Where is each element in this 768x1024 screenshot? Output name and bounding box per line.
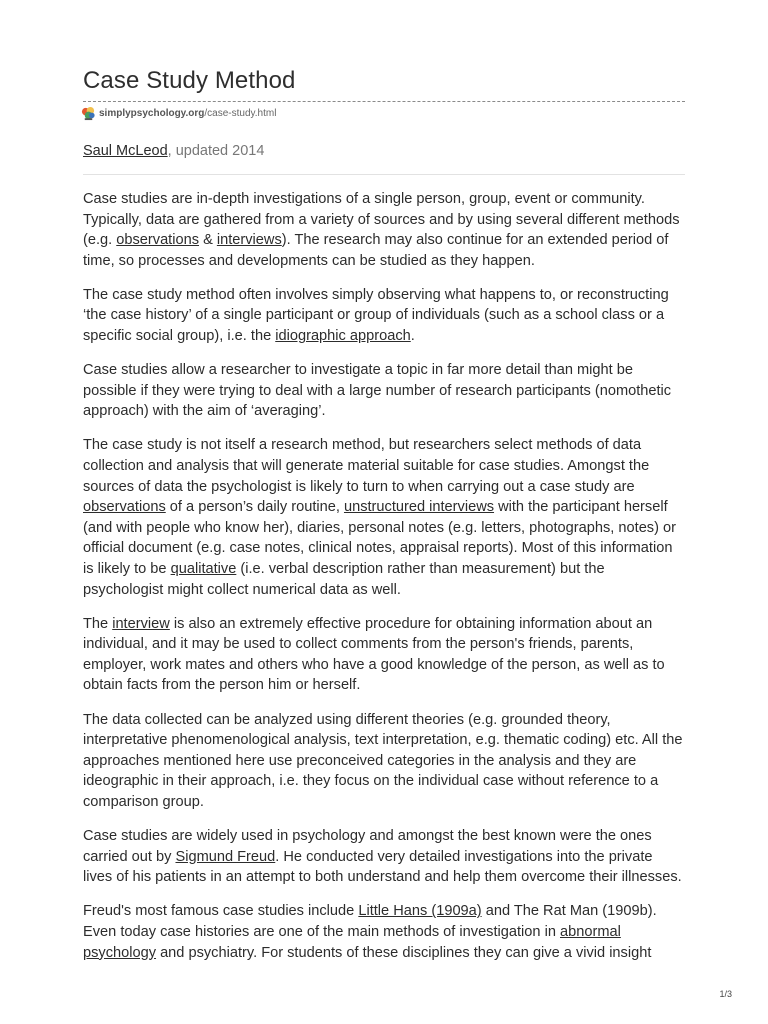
inline-link[interactable]: interviews — [216, 232, 282, 249]
inline-link[interactable]: Little Hans (1909a) — [358, 903, 482, 920]
paragraph-text: Case studies are widely used in psychology and amongst the best known were the ones carried out by — [83, 828, 652, 865]
paragraph-text: The data collected can be analyzed using different theories (e.g. grounded theory, interpretative phenomenological analysis, text interpretation, e.g. thematic coding) etc. All the approaches mentioned here use preconceived categories in the analysis and they are ideographic in their approach, i.e. they focus on the individual case without reference to a comparison group. — [83, 711, 683, 810]
article-body — [83, 189, 685, 963]
paragraph — [83, 826, 685, 888]
site-favicon-icon — [81, 106, 96, 121]
inline-link[interactable]: observations — [83, 499, 166, 516]
paragraph-text: Case studies allow a researcher to investigate a topic in far more detail than might be possible if they were trying to deal with a large number of research participants (nomothetic approach) with the aim of ‘averaging’. — [83, 362, 672, 420]
paragraph-text: . He conducted very detailed investigations into the private lives of his patients in an attempt to both understand and help them overcome their illnesses. — [83, 848, 682, 886]
paragraph — [83, 435, 685, 600]
paragraph-text: The case study is not itself a research method, but researchers select methods of data collection and analysis that will generate material suitable for case studies. Amongst the sources of data the psychologist is likely to turn to when carrying out a case study are — [83, 437, 650, 495]
paragraph-text: and The Rat Man (1909b). Even today case histories are one of the main methods of investigation in — [83, 903, 657, 940]
inline-link[interactable]: interview — [112, 615, 170, 632]
inline-link[interactable]: abnormal psychology — [83, 923, 621, 961]
paragraph — [83, 189, 685, 271]
paragraph-text: The case study method often involves simply observing what happens to, or reconstructing ‘the case history’ of a single participant or group of individuals (such as a school class or a specific social group), i.e. the — [83, 286, 669, 345]
inline-link[interactable]: unstructured interviews — [343, 499, 495, 516]
paragraph — [83, 901, 685, 963]
document-page — [83, 66, 685, 977]
paragraph-text: is also an extremely effective procedure for obtaining information about an individual, and it may be used to collect comments from the person's friends, parents, employer, work mates and others who have a good knowledge of the person, as well as to obtain facts from the person him or herself. — [83, 615, 665, 694]
author-link[interactable]: Saul McLeod — [83, 143, 168, 159]
paragraph-text: The — [83, 615, 113, 632]
byline-divider — [83, 174, 685, 175]
paragraph-text: & — [199, 232, 217, 249]
inline-link[interactable]: Sigmund Freud — [175, 848, 276, 865]
paragraph-text: Case studies are in-depth investigations of a single person, group, event or community. Typically, data are gathered from a variety of sources and by using several different methods (e.g. — [83, 191, 680, 249]
paragraph — [83, 614, 685, 696]
page-title: Case Study Method — [83, 67, 296, 94]
inline-link[interactable]: idiographic approach — [275, 328, 411, 345]
page-number: 1/3 — [719, 989, 732, 999]
inline-link[interactable]: observations — [116, 232, 200, 249]
source-line — [83, 105, 685, 121]
paragraph — [83, 360, 685, 422]
paragraph-text: ). The research may also continue for an extended period of time, so processes and developments can be studied as they happen. — [83, 232, 669, 269]
byline — [83, 142, 685, 160]
paragraph-text: with the participant herself (and with people who know her), diaries, personal notes (e.g. letters, photographs, notes) or official document (e.g. case notes, clinical notes, appraisal reports). Most of this information is likely to be — [83, 499, 676, 577]
paragraph-text: of a person’s daily routine, — [165, 499, 344, 516]
source-domain-link[interactable]: simplypsychology.org — [99, 107, 205, 119]
paragraph — [83, 710, 685, 813]
inline-link[interactable]: qualitative — [170, 561, 237, 577]
paragraph-text: and psychiatry. For students of these disciplines they can give a vivid insight — [156, 944, 652, 961]
title-dashed-rule — [83, 101, 685, 102]
paragraph — [83, 285, 685, 347]
paragraph-text: Freud's most famous case studies include — [83, 903, 359, 920]
source-path: /case-study.html — [204, 107, 277, 119]
updated-text: , updated 2014 — [167, 143, 265, 159]
paragraph-text: (i.e. verbal description rather than measurement) but the psychologist might collect numerical data as well. — [83, 561, 605, 598]
paragraph-text: . — [410, 328, 415, 345]
